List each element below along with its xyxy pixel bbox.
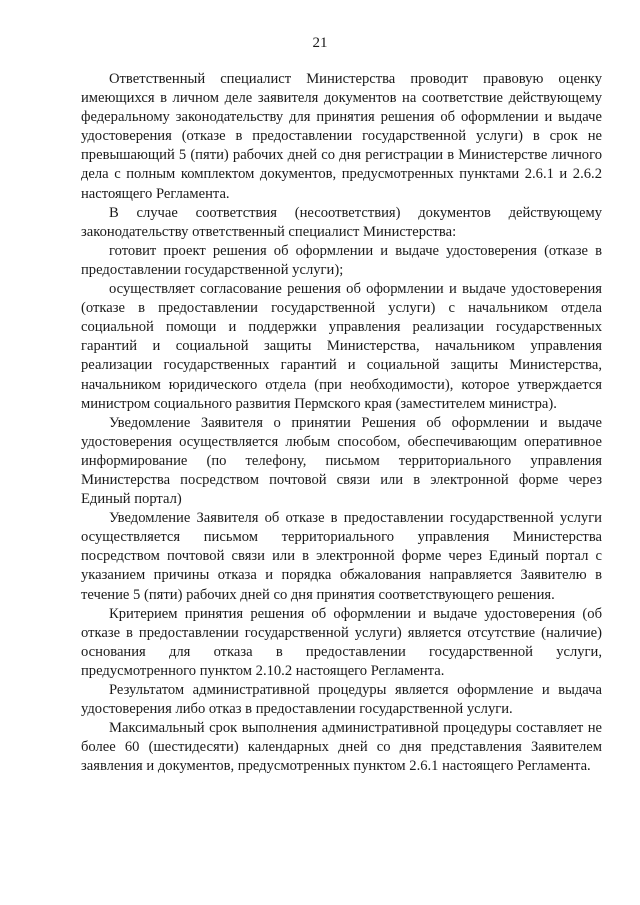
paragraph-legal-assessment: Ответственный специалист Министерства проводит правовую оценку имеющихся в личном деле заявителя документов на соответствие действующему федеральному законодательству для принятия решения об оформлении и выдаче удостоверения (отказе в предоставлении государственной услуги) в срок не превышающий 5 (пяти) рабочих дней со дня регистрации в Министерстве личного дела с полным комплектом документов, предусмотренных пунктами 2.6.1 и 2.6.2 настоящего Регламента.: [81, 71, 602, 202]
paragraph-notification-refusal: Уведомление Заявителя об отказе в предоставлении государственной услуги осуществляется письмом территориального управления Министерства посредством почтовой связи или в электронной форме через Единый портал с указанием причины отказа и порядка обжалования направляется Заявителю в течение 5 (пяти) рабочих дней со дня принятия соответствующего решения.: [81, 510, 602, 603]
paragraph-decision-criterion: Критерием принятия решения об оформлении и выдаче удостоверения (об отказе в предоставлении государственной услуги) является отсутствие (наличие) основания для отказа в предоставлении государственной услуги, предусмотренного пунктом 2.10.2 настоящего Регламента.: [81, 605, 602, 679]
paragraph-prepares-draft: готовит проект решения об оформлении и выдаче удостоверения (отказе в предоставлении государственной услуги);: [81, 242, 602, 278]
page-body: [81, 70, 602, 776]
paragraph-compliance-case: В случае соответствия (несоответствия) документов действующему законодательству ответственный специалист Министерства:: [81, 204, 602, 240]
page-number: 21: [312, 35, 328, 51]
paragraph-approval: осуществляет согласование решения об оформлении и выдаче удостоверения (отказе в предоставлении государственной услуги) с начальником отдела социальной помощи и поддержки управления реализации государственных гарантий и социальной защиты Министерства, начальником управления реализации государственных гарантий и социальной защиты Министерства, начальником юридического отдела (при необходимости), которое утверждается министром социального развития Пермского края (заместителем министра).: [81, 281, 602, 412]
paragraph-notification-issue: Уведомление Заявителя о принятии Решения об оформлении и выдаче удостоверения осуществляется любым способом, обеспечивающим оперативное информирование (по телефону, письмом территориального управления Министерства посредством почтовой связи или в электронной форме через Единый портал): [81, 414, 602, 508]
paragraph-max-duration: Максимальный срок выполнения административной процедуры составляет не более 60 (шестидесяти) календарных дней со дня представления Заявителем заявления и документов, предусмотренных пунктом 2.6.1 настоящего Регламента.: [81, 720, 602, 775]
paragraph-procedure-result: Результатом административной процедуры является оформление и выдача удостоверения либо отказ в предоставлении государственной услуги.: [81, 682, 602, 718]
